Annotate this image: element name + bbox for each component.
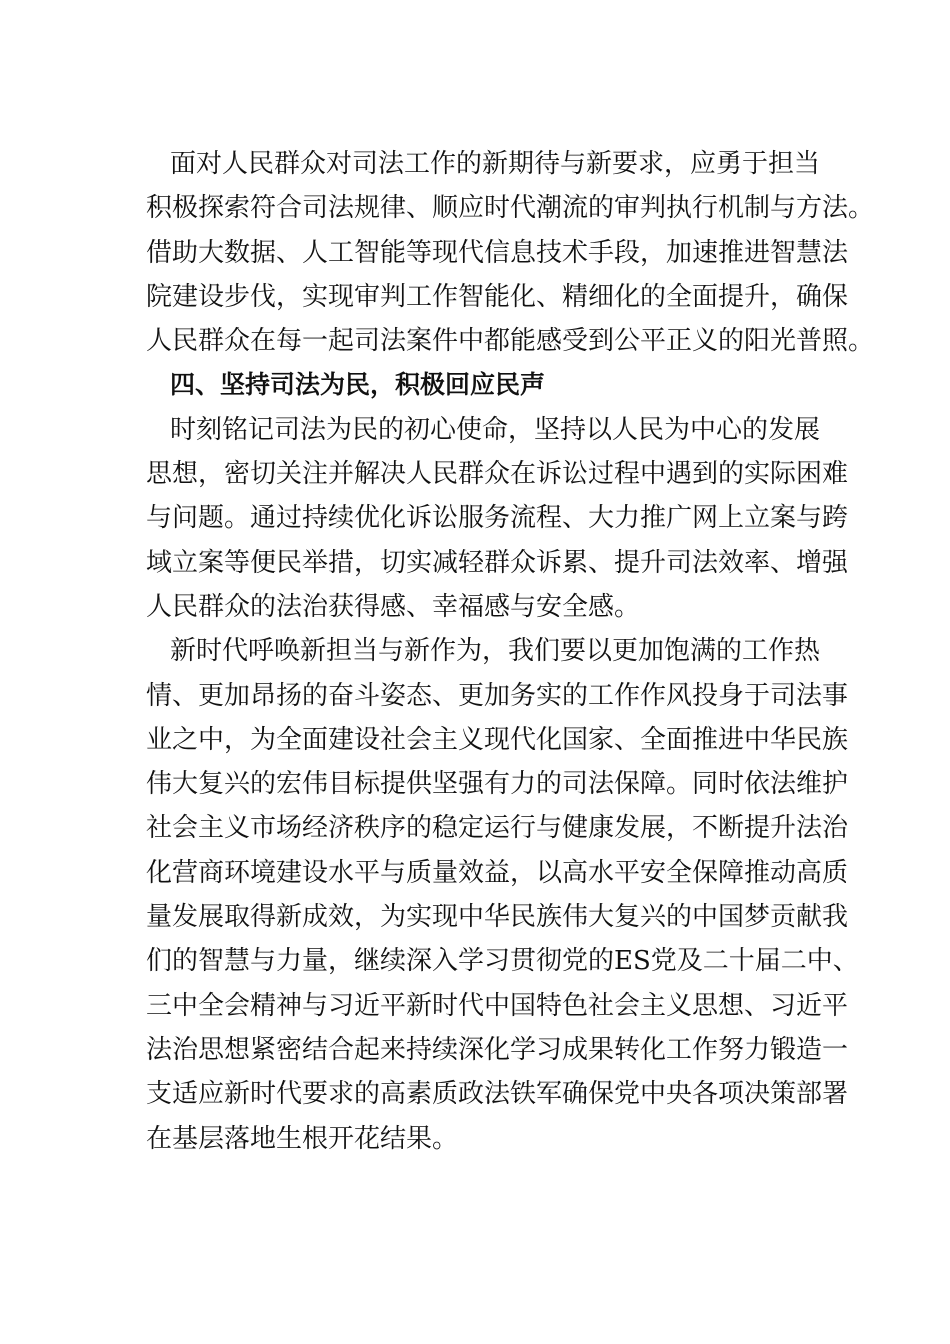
text-line: 积极探索符合司法规律、顺应时代潮流的审判执行机制与方法。 (146, 193, 875, 224)
text-line: 法治思想紧密结合起来持续深化学习成果转化工作努力锻造一 (146, 1034, 849, 1065)
document-body (146, 142, 875, 1161)
text-line: 借助大数据、人工智能等现代信息技术手段，加速推进智慧法 (146, 237, 849, 268)
text-line: 思想，密切关注并解决人民群众在诉讼过程中遇到的实际困难 (146, 459, 849, 490)
text-line: 人民群众的法治获得感、幸福感与安全感。 (146, 591, 641, 622)
paragraph-serve-people (146, 408, 849, 629)
text-line: 院建设步伐，实现审判工作智能化、精细化的全面提升，确保 (146, 281, 849, 312)
text-line: 域立案等便民举措，切实减轻群众诉累、提升司法效率、增强 (146, 547, 849, 578)
text-line: 业之中，为全面建设社会主义现代化国家、全面推进中华民族 (146, 724, 849, 755)
text-line: 们的智慧与力量，继续深入学习贯彻党的ES党及二十届二中、 (146, 946, 859, 977)
text-line: 面对人民群众对司法工作的新期待与新要求，应勇于担当 (170, 149, 821, 179)
paragraph-new-era (146, 629, 859, 1161)
section-heading-four: 四、坚持司法为民，积极回应民声 (170, 370, 546, 400)
text-line: 新时代呼唤新担当与新作为，我们要以更加饱满的工作热 (170, 636, 821, 667)
text-line: 与问题。通过持续优化诉讼服务流程、大力推广网上立案与跨 (146, 503, 849, 534)
text-line: 时刻铭记司法为民的初心使命，坚持以人民为中心的发展 (170, 414, 821, 445)
text-line: 三中全会精神与习近平新时代中国特色社会主义思想、习近平 (146, 990, 849, 1021)
text-line: 社会主义市场经济秩序的稳定运行与健康发展，不断提升法治 (146, 813, 849, 844)
text-line: 化营商环境建设水平与质量效益，以高水平安全保障推动高质 (146, 857, 849, 888)
text-line: 量发展取得新成效，为实现中华民族伟大复兴的中国梦贡献我 (146, 902, 849, 933)
text-line: 支适应新时代要求的高素质政法铁军确保党中央各项决策部署 (146, 1079, 849, 1110)
text-line: 伟大复兴的宏伟目标提供坚强有力的司法保障。同时依法维护 (146, 769, 849, 800)
text-line: 人民群众在每一起司法案件中都能感受到公平正义的阳光普照。 (146, 326, 875, 357)
text-line: 情、更加昂扬的奋斗姿态、更加务实的工作作风投身于司法事 (146, 680, 849, 711)
paragraph-judicial-innovation (146, 142, 875, 363)
text-line: 在基层落地生根开花结果。 (146, 1123, 459, 1154)
